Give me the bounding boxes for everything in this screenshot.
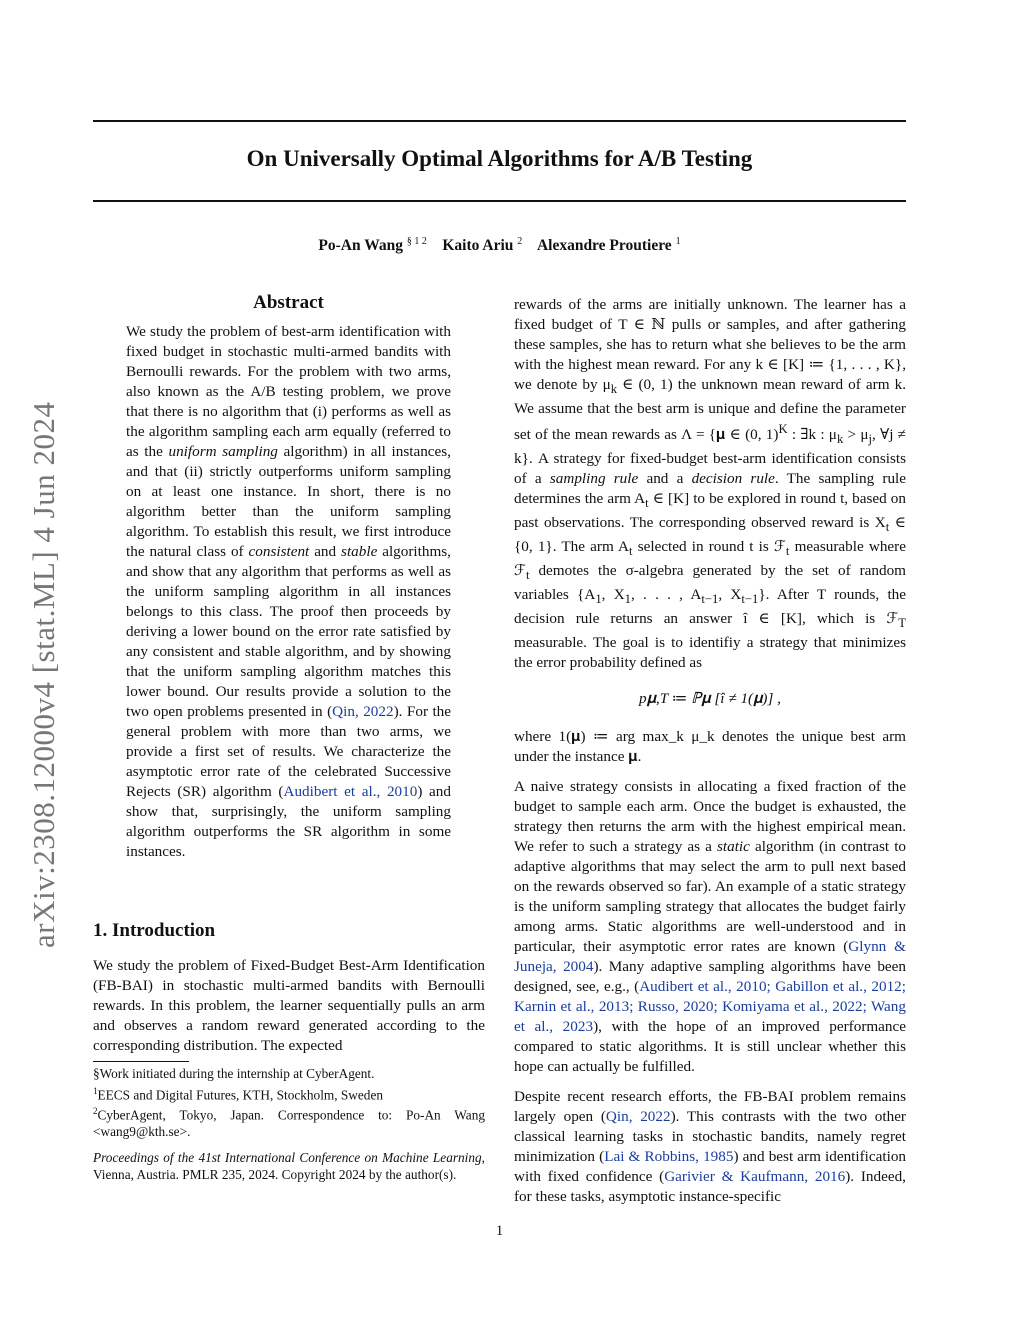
proceedings-details: , Vienna, Austria. PMLR 235, 2024. Copyright 2024 by the author(s). [93,1150,485,1182]
title-top-rule [93,120,906,122]
footnote-text: CyberAgent, Tokyo, Japan. Correspondence to: Po-An Wang <wang9@kth.se>. [93,1107,485,1140]
subscript: t [785,544,790,559]
citation-link[interactable]: Qin, 2022 [332,703,394,720]
introduction-body [93,956,485,1066]
text-run: ∈ (0, 1) the unknown mean reward of arm k. We assume that the best arm is unique and define the parameter set of the mean rewards as Λ = {𝛍 ∈ (0, 1) [514,376,906,444]
text-run: ). This contrasts with the two other classical learning tasks in stochastic bandits, namely regret minimization ( [514,1108,906,1166]
text-run: measurable where ℱ [514,538,906,580]
text-run: ) and show that, surprisingly, the uniform sampling algorithm outperforms the SR algorithm in some instances. [126,783,451,860]
text-emphasis: static [716,838,750,856]
abstract-paragraph [126,322,451,862]
proceedings-venue: Proceedings of the 41st International Conference on Machine Learning [93,1150,482,1165]
section-heading-introduction: 1. Introduction [93,920,216,941]
page-number: 1 [495,1223,504,1239]
right-paragraph-1 [514,295,906,673]
text-run: and a [638,470,692,488]
abstract-heading: Abstract [253,292,324,313]
text-run: and [309,543,342,560]
citation-link[interactable]: Audibert et al., 2010 [283,783,418,800]
author-affiliation: 1 [675,236,681,247]
text-run: }. After T rounds, the decision rule returns an answer î ∈ [K], which is ℱ [514,586,907,628]
text-emphasis: decision rule [691,470,775,488]
subscript: j [868,432,872,447]
author-name: Kaito Ariu [442,237,514,255]
footnote-work: §Work initiated during the internship at CyberAgent. [93,1066,375,1081]
subscript: t [645,496,649,511]
text-run: Despite recent research efforts, the FB-BAI problem remains largely open ( [514,1088,906,1126]
right-column-body [514,295,906,1217]
text-emphasis: uniform sampling [168,443,278,460]
text-run: > μ [843,426,869,444]
text-run: ∈ [K] to be explored in round t, based on past observations. The corresponding observed reward is X [514,490,906,532]
subscript: t−1 [741,592,759,607]
text-run: : ∃k : μ [787,426,837,444]
text-run: ∈ {0, 1}. The arm A [514,514,906,556]
subscript: T [898,616,906,631]
superscript: K [778,422,788,437]
footnote-rule [93,1061,189,1062]
subscript: t−1 [701,592,719,607]
text-emphasis: consistent [248,543,310,560]
right-paragraph-4 [514,1087,906,1207]
text-run: rewards of the arms are initially unknown. The learner has a fixed budget of T ∈ ℕ pulls or samples, and after gathering these samples, she has to return what she believes to be the arm with the highest mean reward. For any k ∈ [K] ≔ {1, . . . , K}, we denote by μ [514,296,906,393]
text-run: , X [601,586,625,604]
subscript: t [885,520,890,535]
text-run: ). Many adaptive sampling algorithms have been designed, see, e.g., ( [514,958,906,996]
text-run: . The sampling rule determines the arm A [514,470,906,508]
text-run: ) and best arm identification with fixed confidence ( [514,1148,907,1186]
text-run: ). For the general problem with more than two arms, we provide a first set of results. We characterize the asymptotic error rate of the celebrated Successive Rejects (SR) algorithm ( [126,703,452,800]
text-run: We study the problem of best-arm identification with fixed budget in stochastic multi-armed bandits with Bernoulli rewards. For the problem with two arms, also known as the A/B testing problem, we prove that there is no algorithm that (i) performs as well as the algorithm sampling each arm equally (referred to as the [126,323,451,460]
paper-title: On Universally Optimal Algorithms for A/B Testing [246,146,753,171]
footnote-1: $^1$EECS and Digital Futures, KTH, Stockholm, Sweden [93,1085,383,1102]
text-run: algorithm (in contrast to adaptive algorithms that may select the arm to pull next based on the rewards observed so far). An example of a static strategy is the uniform sampling strategy that allocates the budget fairly among arms. Static algorithms are well-understood and in particular, their asymptotic error rates are known ( [514,838,907,956]
author-name: Po-An Wang [318,237,403,255]
right-paragraph-3 [514,777,906,1077]
text-emphasis: sampling rule [549,470,639,488]
text-run: measurable. The goal is to identifiy a strategy that minimizes the error probability defined as [514,634,906,672]
subscript: 1 [624,592,631,607]
text-run: demotes the σ-algebra generated by the set of random variables {A [514,562,906,604]
author-affiliation: § 1 2 [406,236,427,247]
intro-paragraph: We study the problem of Fixed-Budget Best-Arm Identification (FB-BAI) in stochastic multi-armed bandits with Bernoulli rewards. In this problem, the learner sequentially pulls an arm and observes a random reward generated according to the corresponding distribution. The expected [93,957,485,1054]
text-emphasis: stable [341,543,378,560]
proceedings-note [93,1150,485,1183]
author-list [93,236,906,255]
text-run: algorithms, and show that any algorithm that performs as well as the uniform sampling algorithm in all instances belongs to this class. The proof then proceeds by deriving a lower bound on the error rate satisfied by any consistent and stable algorithm, and by showing that the uniform sampling algorithm matches this lower bound. Our results provide a solution to the two open problems presented in ( [126,543,451,720]
subscript: 1 [595,592,602,607]
text-run: selected in round t is ℱ [632,538,786,556]
text-run: , ∀j ≠ k}. A strategy for fixed-budget best-arm identification consists of a [514,426,906,488]
author-affiliation: 2 [517,236,523,247]
abstract-body [126,322,451,872]
citation-link[interactable]: Audibert et al., 2010; Gabillon et al., 2012; Karnin et al., 2013; Russo, 2020; Komiyama et al., 2022; Wang et al., 2023 [514,978,906,1036]
text-run: , . . . , A [631,586,702,604]
text-run: ). Indeed, for these tasks, asymptotic instance-specific [514,1168,906,1206]
error-probability-equation: p𝛍,T ≔ ℙ𝛍 [î ≠ 1(𝛍)] , [639,690,781,708]
text-run: algorithm) in all instances, and that (ii) strictly outperforms uniform sampling on at least one instance. In short, there is no algorithm better than the uniform sampling algorithm. To establish this result, we first introduce the natural class of [126,443,451,560]
footnotes [93,1066,485,1141]
arxiv-sidebar-stamp: arXiv:2308.12000v4 [stat.ML] 4 Jun 2024 [26,401,61,948]
text-run: A naive strategy consists in allocating a fixed fraction of the budget to sample each arm. Once the budget is exhausted, the strategy then returns the arm with the highest empirical mean. We refer to such a strategy as a [514,778,906,856]
footnote-2: $^2$CyberAgent, Tokyo, Japan. Correspondence to: Po-An Wang <wang9@kth.se>. [93,1106,485,1140]
text-run: , X [718,586,742,604]
right-paragraph-2: where 1(𝛍) ≔ arg max_k μ_k denotes the unique best arm under the instance 𝛍. [514,728,906,766]
subscript: t [629,544,633,559]
subscript: t [525,568,530,583]
subscript: k [610,382,618,397]
title-bottom-rule [93,200,906,202]
citation-link[interactable]: Glynn & Juneja, 2004 [514,938,906,976]
author-name: Alexandre Proutiere [536,237,672,255]
text-run: ), with the hope of an improved performance compared to static algorithms. It is still unclear whether this hope can actually be fulfilled. [514,1018,907,1076]
citation-link[interactable]: Qin, 2022 [605,1108,671,1126]
citation-link[interactable]: Garivier & Kaufmann, 2016 [664,1168,846,1186]
citation-link[interactable]: Lai & Robbins, 1985 [604,1148,734,1166]
footnote-text: EECS and Digital Futures, KTH, Stockholm, Sweden [97,1086,383,1102]
subscript: k [836,432,844,447]
